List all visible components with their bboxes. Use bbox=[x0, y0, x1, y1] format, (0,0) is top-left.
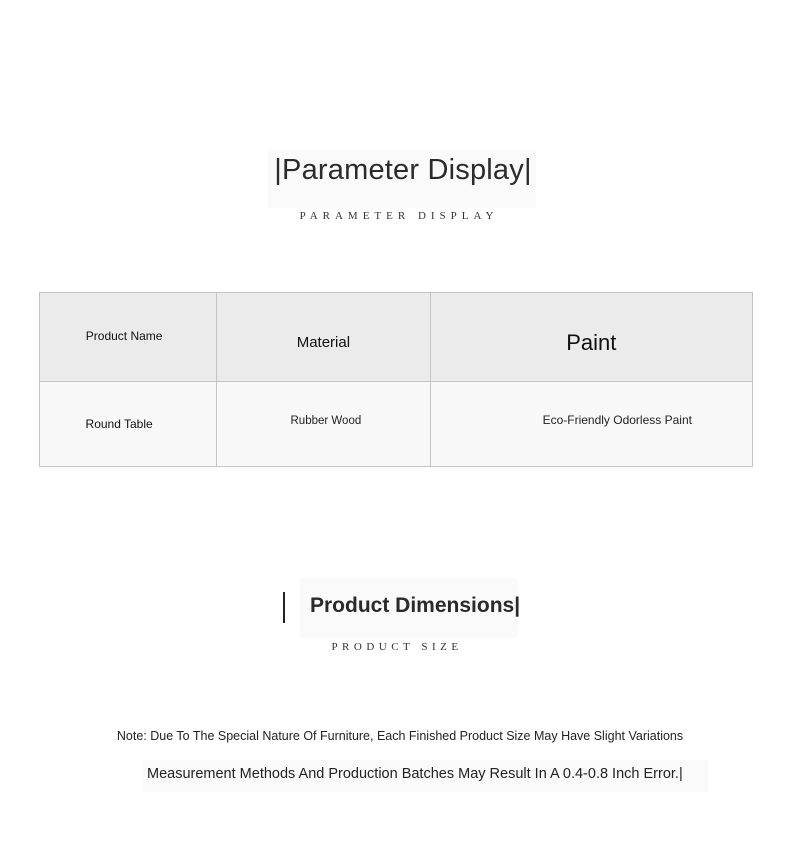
cell-material: Rubber Wood bbox=[217, 382, 430, 467]
dimensions-title-bar bbox=[283, 592, 285, 623]
header-product-name: Product Name bbox=[40, 293, 217, 382]
note-line-2: Measurement Methods And Production Batches May Result In A 0.4-0.8 Inch Error.| bbox=[147, 766, 683, 782]
table-header-row bbox=[40, 293, 753, 382]
header-paint: Paint bbox=[430, 293, 752, 382]
parameter-title: |Parameter Display| bbox=[274, 154, 532, 186]
header-material: Material bbox=[217, 293, 430, 382]
parameter-subtitle: PARAMETER DISPLAY bbox=[299, 210, 499, 222]
dimensions-subtitle: PRODUCT SIZE bbox=[331, 641, 463, 653]
cell-product-name: Round Table bbox=[40, 382, 217, 467]
dimensions-title: Product Dimensions| bbox=[310, 594, 521, 617]
cell-paint: Eco-Friendly Odorless Paint bbox=[430, 382, 752, 467]
parameter-table bbox=[39, 292, 753, 467]
table-row bbox=[40, 382, 753, 467]
note-line-1: Note: Due To The Special Nature Of Furniture, Each Finished Product Size May Have Slight Variations bbox=[116, 729, 684, 743]
